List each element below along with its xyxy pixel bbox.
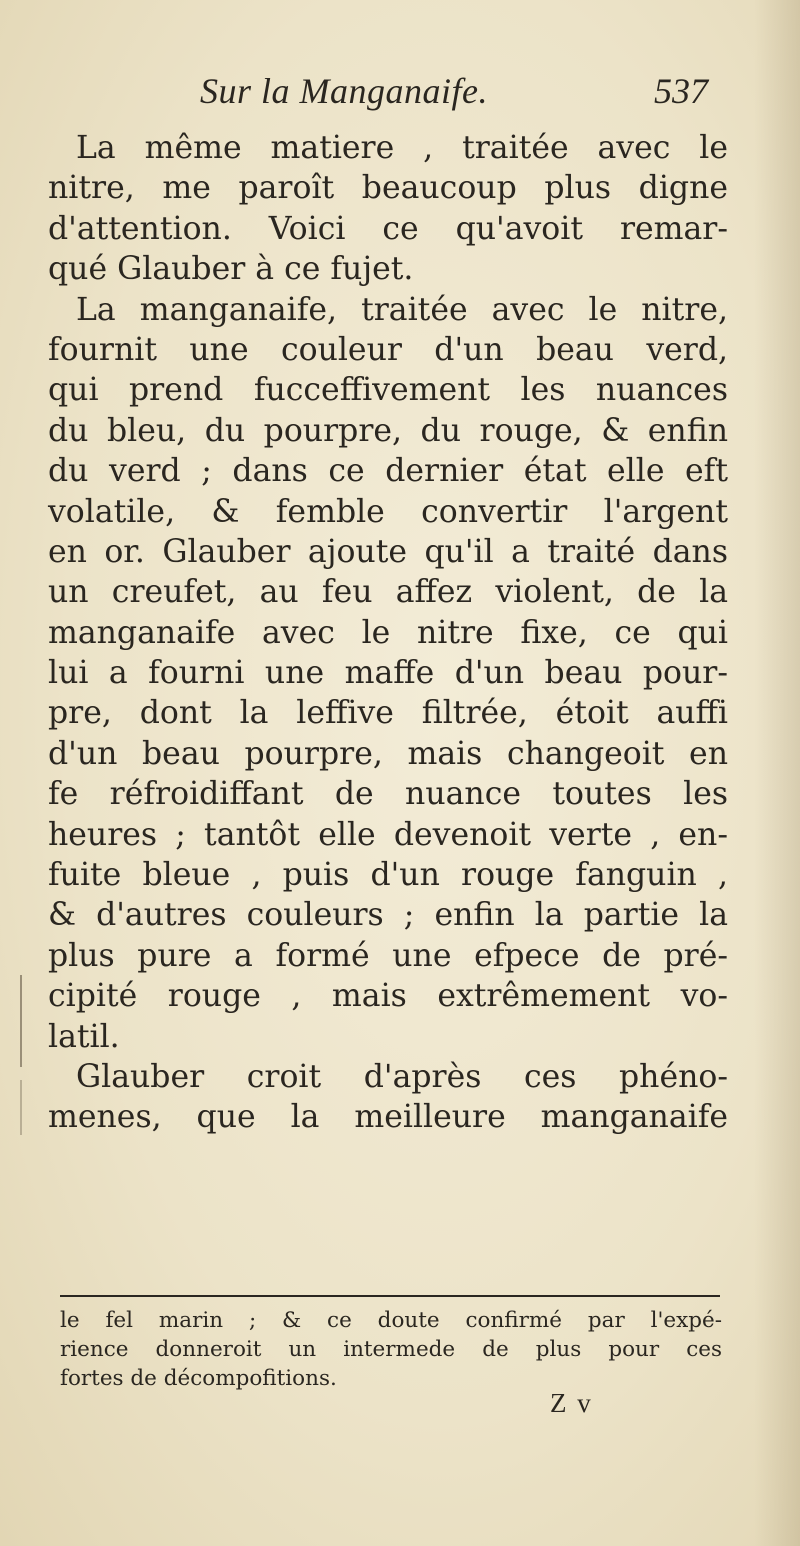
running-title: Sur la Manganaife. (200, 71, 488, 111)
text-line: du bleu, du pourpre, du rouge, & enfin (48, 412, 728, 449)
text-line: Glauber croit d'après ces phéno- (76, 1058, 728, 1095)
text-line: d'attention. Voici ce qu'avoit remar- (48, 210, 728, 247)
margin-mark (20, 1080, 22, 1135)
text-line: en or. Glauber ajoute qu'il a traité dans (48, 533, 728, 570)
body-text (48, 128, 728, 1138)
text-line: du verd ; dans ce dernier état elle eft (48, 453, 728, 490)
text-line: & d'autres couleurs ; enfin la partie la (48, 897, 728, 934)
text-line: d'un beau pourpre, mais changeoit en (48, 735, 728, 772)
text-line: fournit une couleur d'un beau verd, (48, 331, 728, 368)
text-line: cipité rouge , mais extrêmement vo- (48, 978, 728, 1015)
page-number: 537 (654, 71, 708, 111)
text-line: qui prend fucceffivement les nuances (48, 372, 728, 409)
text-line: pre, dont la leffive filtrée, étoit auffi (48, 695, 728, 732)
footnote-line: le fel marin ; & ce doute confirmé par l'expé- (60, 1308, 722, 1333)
text-line: latil. (48, 1018, 120, 1055)
signature-mark: Z v (550, 1388, 593, 1418)
footnote-line: fortes de décompofitions. (60, 1366, 337, 1391)
footnote-line: rience donneroit un intermede de plus pour ces (60, 1337, 722, 1362)
text-line: nitre, me paroît beaucoup plus digne (48, 170, 728, 207)
text-line: La même matiere , traitée avec le (76, 130, 728, 166)
text-line: volatile, & femble convertir l'argent (48, 493, 728, 530)
margin-mark (20, 975, 22, 1067)
text-line: un creufet, au feu affez violent, de la (48, 574, 728, 611)
page-header (100, 70, 720, 120)
footnote (60, 1306, 722, 1393)
text-line: fe réfroidiffant de nuance toutes les (48, 776, 728, 813)
text-line: fuite bleue , puis d'un rouge fanguin , (48, 857, 728, 894)
text-line: manganaife avec le nitre fixe, ce qui (48, 614, 728, 651)
text-line: lui a fourni une maffe d'un beau pour- (48, 655, 728, 692)
footnote-rule (60, 1295, 720, 1297)
text-line: menes, que la meilleure manganaife (48, 1099, 728, 1136)
text-line: plus pure a formé une efpece de pré- (48, 937, 728, 974)
text-line: qué Glauber à ce fujet. (48, 251, 414, 288)
text-line: La manganaife, traitée avec le nitre, (76, 291, 728, 328)
text-line: heures ; tantôt elle devenoit verte , en- (48, 816, 728, 853)
page-edge-shadow (754, 0, 800, 1546)
